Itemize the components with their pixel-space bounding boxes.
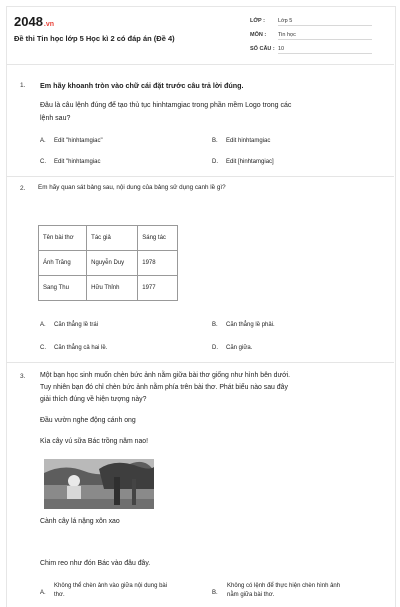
option-text: Edit hinhtamgiac [226, 138, 271, 144]
option-text-line: nằm giữa bài thơ. [227, 592, 275, 598]
table-row [39, 226, 178, 251]
q2-poem-table [38, 225, 178, 301]
q3-option-b[interactable] [212, 590, 226, 596]
question-number: 3. [20, 373, 26, 380]
option-text-line: thơ. [54, 592, 65, 598]
q3-poem-line3: Cành cây lá nặng xôn xao [40, 518, 120, 525]
meta-key: MÔN : [250, 32, 267, 38]
meta-key: SỐ CÂU : [250, 46, 275, 52]
option-letter: C. [40, 345, 46, 351]
logo-suffix-text: .vn [43, 21, 55, 28]
option-letter: B. [212, 322, 218, 328]
q1-option-c[interactable] [40, 159, 101, 165]
option-text: Edit "hinhtamgiac [54, 159, 101, 165]
table-cell: Sáng tác [138, 226, 178, 251]
table-cell: Tên bài thơ [39, 226, 87, 251]
document-title: Đề thi Tin học lớp 5 Học kì 2 có đáp án (Đề 4) [14, 34, 175, 43]
q2-option-c[interactable] [40, 345, 107, 351]
meta-key: LỚP : [250, 18, 265, 24]
meta-row-class [250, 18, 380, 26]
option-text-line: Không có lệnh để thực hiện chèn hình ảnh [227, 583, 341, 589]
meta-row-count [250, 46, 380, 54]
option-text: Căn thẳng lề phải. [226, 322, 275, 328]
q3-photo [44, 459, 154, 509]
q1-option-b[interactable] [212, 138, 270, 144]
question-divider [6, 362, 394, 363]
meta-value: Tin học [278, 32, 372, 40]
question-number: 1. [20, 82, 26, 89]
table-cell: 1978 [138, 251, 178, 276]
option-letter: D. [212, 345, 218, 351]
meta-value: Lớp 5 [278, 18, 372, 26]
q3-poem-line1: Đầu vườn nghe động cánh ong [40, 417, 136, 424]
option-letter: C. [40, 159, 46, 165]
option-text: Căn thẳng lề trái [54, 322, 99, 328]
q2-option-b[interactable] [212, 322, 275, 328]
q3-poem-line2: Kìa cây vú sữa Bác trồng năm nao! [40, 438, 149, 445]
q2-option-d[interactable] [212, 345, 252, 351]
site-logo[interactable] [14, 14, 54, 29]
question-number: 2. [20, 185, 26, 192]
option-text: Edit [hinhtamgiac] [226, 159, 274, 165]
option-text-line: Không thể chèn ảnh vào giữa nội dung bài [54, 583, 168, 589]
table-cell: Sang Thu [39, 276, 87, 301]
q1-option-a[interactable] [40, 138, 103, 144]
q1-option-d[interactable] [212, 159, 274, 165]
option-letter: B. [212, 138, 218, 144]
table-cell: Hữu Thỉnh [87, 276, 138, 301]
table-cell: Nguyễn Duy [87, 251, 138, 276]
question-divider [6, 176, 394, 177]
q1-instruction: Em hãy khoanh tròn vào chữ cái đặt trước câu trả lời đúng. [40, 81, 244, 90]
option-text: Căn thẳng cả hai lề. [54, 345, 108, 351]
q1-question-line2: lệnh sau? [40, 115, 71, 122]
q3-option-b-text [227, 582, 340, 600]
meta-value: 10 [278, 46, 372, 54]
q3-line3: giải thích đúng về hiện tượng này? [40, 396, 147, 403]
q2-question: Em hãy quan sát bảng sau, nội dung của bảng sử dụng canh lề gì? [38, 184, 226, 191]
option-letter: A. [40, 322, 46, 328]
option-letter: D. [212, 159, 218, 165]
logo-main-text: 2048 [14, 14, 43, 29]
photo-illustration [44, 459, 154, 509]
table-row [39, 251, 178, 276]
table-cell: Ánh Trăng [39, 251, 87, 276]
q3-option-a[interactable] [40, 590, 54, 596]
table-cell: 1977 [138, 276, 178, 301]
q1-question-line1: Đâu là câu lệnh đúng để tạo thủ tục hinhtamgiac trong phần mềm Logo trong các [40, 102, 292, 109]
table-row [39, 276, 178, 301]
option-text: Căn giữa. [226, 345, 253, 351]
header-divider [6, 64, 394, 65]
option-letter: A. [40, 590, 46, 596]
option-letter: A. [40, 138, 46, 144]
meta-row-subject [250, 32, 380, 40]
q3-line2: Tuy nhiên bạn đó chỉ chèn bức ảnh nằm phía trên bài thơ. Phát biểu nào sau đây [40, 384, 288, 391]
option-letter: B. [212, 590, 218, 596]
table-cell: Tác giả [87, 226, 138, 251]
q3-poem-line4: Chim reo như đón Bác vào đâu đây. [40, 560, 151, 567]
q2-option-a[interactable] [40, 322, 98, 328]
option-text: Edit "hinhtamgiac" [54, 138, 103, 144]
q3-line1: Một bạn học sinh muốn chèn bức ảnh nằm giữa bài thơ giống như hình bên dưới. [40, 372, 291, 379]
q3-option-a-text [54, 582, 167, 600]
